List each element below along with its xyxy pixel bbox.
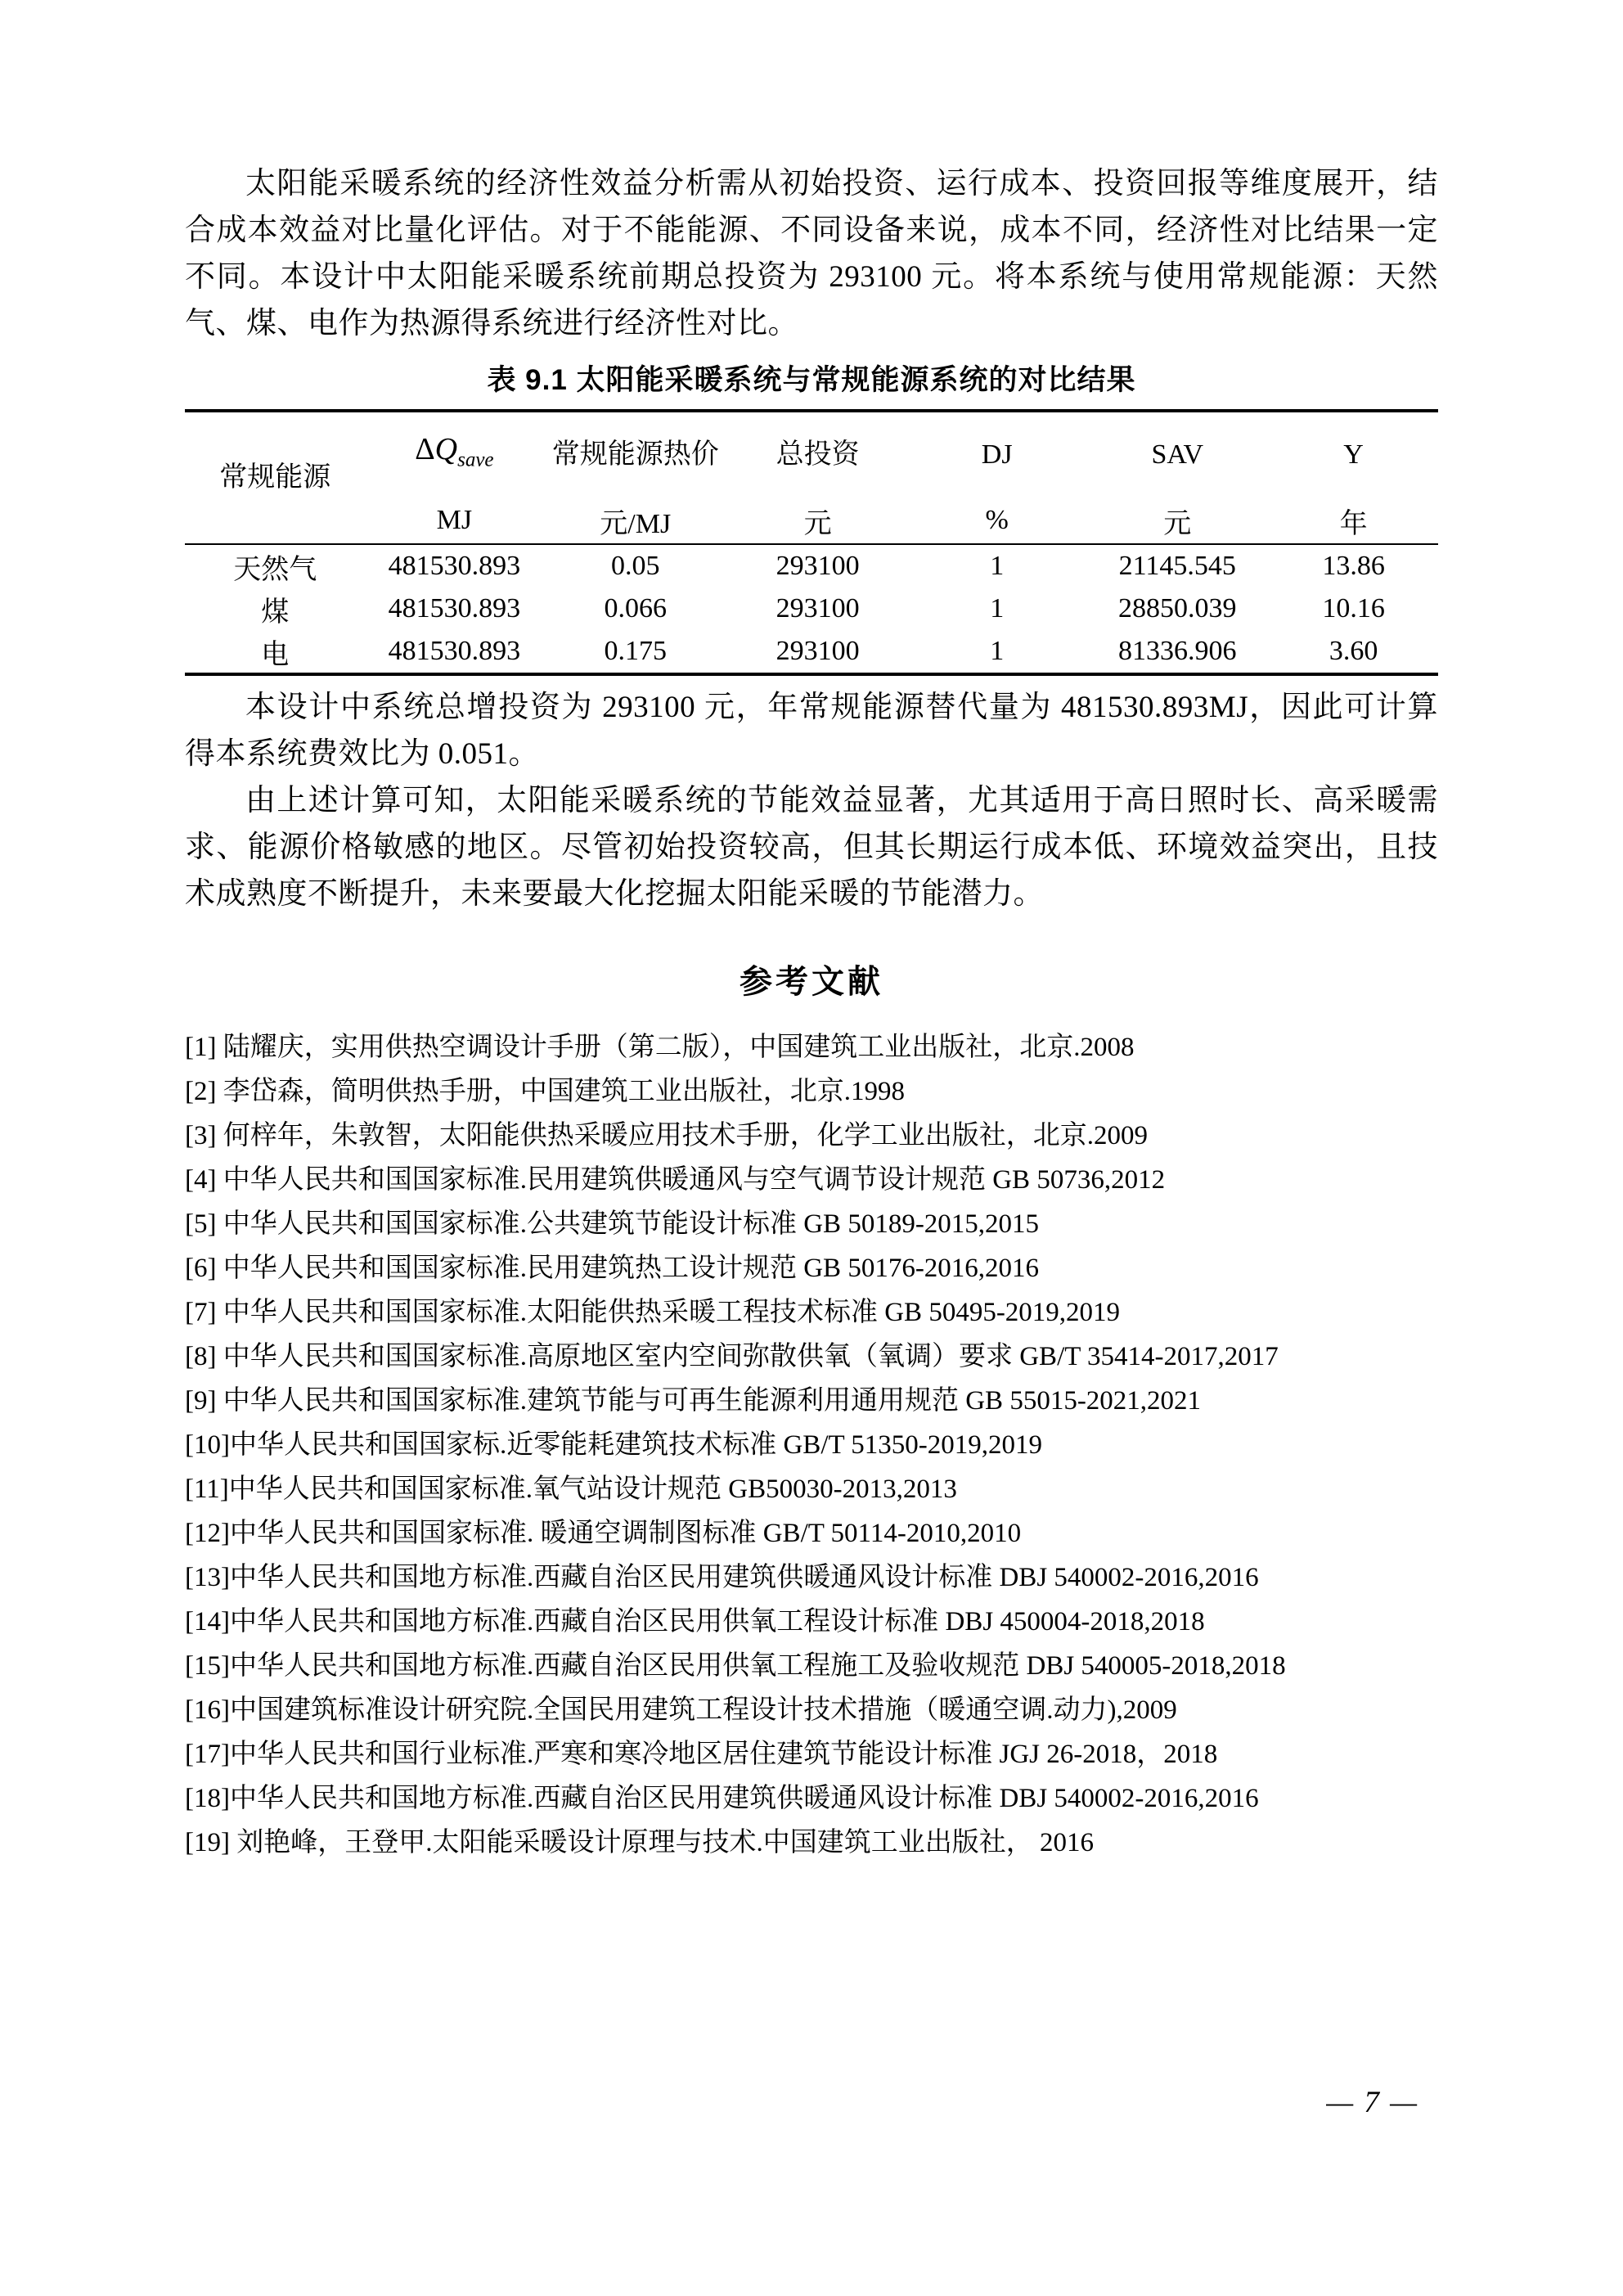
reference-item: [15]中华人民共和国地方标准.西藏自治区民用供氧工程施工及验收规范 DBJ 540005-2018,2018	[185, 1651, 1286, 1681]
cell-dj: 1	[990, 593, 1005, 624]
table-caption: 表 9.1 太阳能采暖系统与常规能源系统的对比结果	[487, 364, 1136, 396]
row-name: 天然气	[233, 554, 317, 585]
table-row-electricity	[185, 630, 1438, 674]
reference-item: [12]中华人民共和国国家标准. 暖通空调制图标准 GB/T 50114-2010,2010	[185, 1519, 1022, 1548]
table-units-row	[185, 497, 1438, 544]
header-total-investment: 总投资	[776, 439, 860, 470]
unit-percent: %	[985, 505, 1009, 535]
cell-y: 10.16	[1322, 593, 1385, 624]
reference-item: [8] 中华人民共和国国家标准.高原地区室内空间弥散供氧（氧调）要求 GB/T 35414-2017,2017	[185, 1342, 1279, 1371]
reference-item: [2] 李岱森，简明供热手册，中国建筑工业出版社，北京.1998	[185, 1077, 905, 1106]
reference-item: [5] 中华人民共和国国家标准.公共建筑节能设计标准 GB 50189-2015,2015	[185, 1209, 1040, 1239]
cell-investment: 293100	[776, 636, 860, 666]
reference-item: [11]中华人民共和国国家标准.氧气站设计规范 GB50030-2013,2013	[185, 1474, 957, 1504]
table-header-row	[185, 411, 1438, 497]
cell-investment: 293100	[776, 551, 860, 581]
comparison-table	[185, 409, 1438, 676]
cell-dq: 481530.893	[388, 551, 521, 581]
cell-sav: 81336.906	[1118, 636, 1237, 666]
q-symbol: Q	[434, 432, 458, 467]
reference-item: [17]中华人民共和国行业标准.严寒和寒冷地区居住建筑节能设计标准 JGJ 26-2018，2018	[185, 1740, 1218, 1769]
cell-price: 0.066	[604, 593, 667, 624]
unit-yuan-investment: 元	[803, 508, 832, 539]
table-row-coal	[185, 588, 1438, 630]
header-y: Y	[1343, 439, 1364, 470]
reference-item: [19] 刘艳峰，王登甲.太阳能采暖设计原理与技术.中国建筑工业出版社， 2016	[185, 1828, 1094, 1857]
reference-item: [1] 陆耀庆，实用供热空调设计手册（第二版），中国建筑工业出版社，北京.2008	[185, 1033, 1135, 1062]
references-list	[185, 1025, 1438, 1865]
cell-dj: 1	[990, 551, 1005, 581]
reference-item: [16]中国建筑标准设计研究院.全国民用建筑工程设计技术措施（暖通空调.动力),2009	[185, 1695, 1177, 1725]
reference-item: [14]中华人民共和国地方标准.西藏自治区民用供氧工程设计标准 DBJ 450004-2018,2018	[185, 1607, 1205, 1636]
q-subscript: save	[457, 448, 494, 471]
header-dj: DJ	[981, 439, 1013, 470]
header-delta-q-save	[366, 411, 544, 497]
unit-mj: MJ	[436, 505, 473, 535]
reference-item: [13]中华人民共和国地方标准.西藏自治区民用建筑供暖通风设计标准 DBJ 540002-2016,2016	[185, 1563, 1259, 1592]
reference-item: [10]中华人民共和国国家标.近零能耗建筑技术标准 GB/T 51350-2019,2019	[185, 1430, 1043, 1460]
cell-dj: 1	[990, 636, 1005, 666]
unit-yuan-sav: 元	[1163, 508, 1192, 539]
reference-item: [7] 中华人民共和国国家标准.太阳能供热采暖工程技术标准 GB 50495-2019,2019	[185, 1298, 1121, 1327]
unit-yuan-per-mj: 元/MJ	[600, 508, 672, 539]
cell-sav: 28850.039	[1118, 593, 1237, 624]
header-conventional-energy-price: 常规能源热价	[551, 439, 719, 470]
row-name: 电	[261, 639, 290, 670]
cell-y: 13.86	[1322, 551, 1385, 581]
cell-dq: 481530.893	[388, 636, 521, 666]
paragraph-conclusion: 由上述计算可知，太阳能采暖系统的节能效益显著，尤其适用于高日照时长、高采暖需求、能源价格敏感的地区。尽管初始投资较高，但其长期运行成本低、环境效益突出，且技术成熟度不断提升，未来要最大化挖掘太阳能采暖的节能潜力。	[185, 784, 1438, 911]
cell-dq: 481530.893	[388, 593, 521, 624]
reference-item: [4] 中华人民共和国国家标准.民用建筑供暖通风与空气调节设计规范 GB 50736,2012	[185, 1165, 1166, 1195]
cell-sav: 21145.545	[1118, 551, 1236, 581]
header-energy-source: 常规能源	[219, 462, 331, 493]
reference-item: [3] 何梓年，朱敦智，太阳能供热采暖应用技术手册，化学工业出版社，北京.2009	[185, 1121, 1148, 1150]
table-row-natural-gas	[185, 544, 1438, 588]
cell-price: 0.175	[604, 636, 667, 666]
references-heading: 参考文献	[740, 964, 883, 1000]
unit-year: 年	[1339, 508, 1368, 539]
cell-investment: 293100	[776, 593, 860, 624]
row-name: 煤	[261, 597, 290, 628]
paragraph-economic-analysis: 太阳能采暖系统的经济性效益分析需从初始投资、运行成本、投资回报等维度展开，结合成本效益对比量化评估。对于不能能源、不同设备来说，成本不同，经济性对比结果一定不同。本设计中太阳能采暖系统前期总投资为 293100 元。将本系统与使用常规能源：天然气、煤、电作为热源得系统进行经济性对比。	[185, 167, 1438, 340]
header-sav: SAV	[1151, 439, 1204, 470]
reference-item: [18]中华人民共和国地方标准.西藏自治区民用建筑供暖通风设计标准 DBJ 540002-2016,2016	[185, 1784, 1259, 1813]
paragraph-cost-effectiveness: 本设计中系统总增投资为 293100 元，年常规能源替代量为 481530.893MJ，因此可计算得本系统费效比为 0.051。	[185, 691, 1438, 771]
reference-item: [9] 中华人民共和国国家标准.建筑节能与可再生能源利用通用规范 GB 55015-2021,2021	[185, 1386, 1202, 1416]
page-number: — 7 —	[1326, 2086, 1418, 2119]
delta-glyph: Δ	[415, 432, 435, 467]
cell-price: 0.05	[610, 551, 660, 581]
cell-y: 3.60	[1329, 636, 1378, 666]
reference-item: [6] 中华人民共和国国家标准.民用建筑热工设计规范 GB 50176-2016,2016	[185, 1254, 1040, 1283]
